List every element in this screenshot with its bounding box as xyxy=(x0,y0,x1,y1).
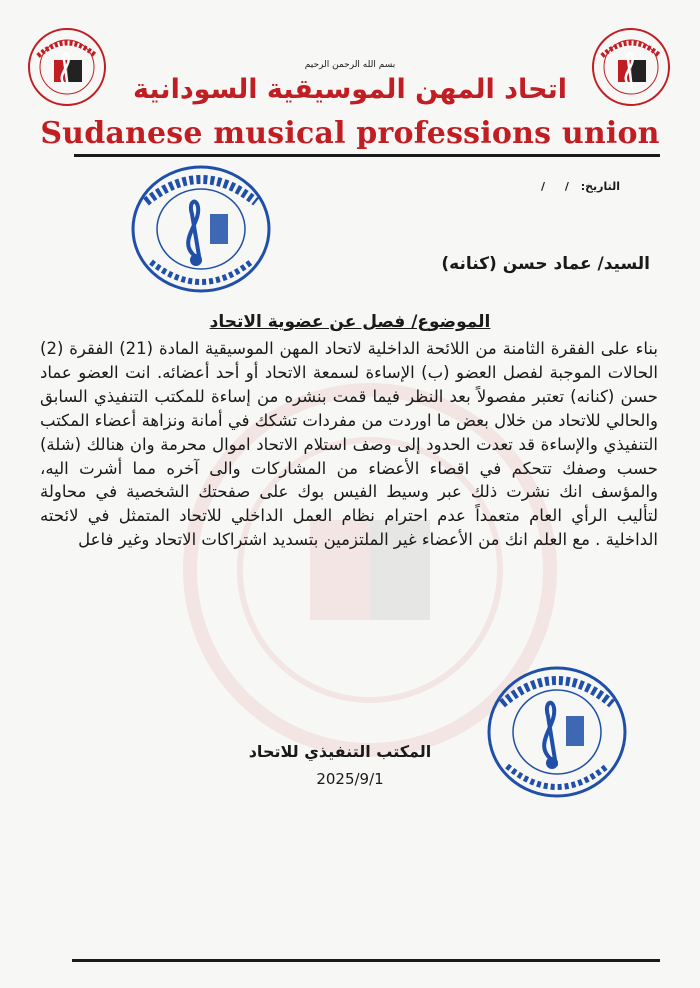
footer-divider xyxy=(72,959,660,962)
basmala: بسم الله الرحمن الرحيم xyxy=(304,60,396,70)
date-separator: / xyxy=(540,180,545,193)
addressee: السيد/ عماد حسن (كنانه) xyxy=(441,254,650,274)
stamp-seal-icon xyxy=(482,662,632,802)
signature-org: المكتب التنفيذي للاتحاد xyxy=(248,742,432,761)
date-line xyxy=(500,180,620,193)
letter-body: بناء على الفقرة الثامنة من اللائحة الداخلية لاتحاد المهن الموسيقية المادة (21) الفقرة (2) الحالات الموجبة لفصل العضو (ب) الإساءة لسمعة الاتحاد أو أحد أعضائه. انت العضو عماد حسن (كنانه) تعتبر مفصولاً بعد النظر فيما قمت بنشره من إساءة للمكتب التنفيذي السابق والحالي للاتحاد من خلال بعض ما اوردت من مفردات تشكك في أمانة ونزاهة أعضاء المكتب التنفيذي والإساءة قد تعدت الحدود إلى وصف استلام الاتحاد اموال محرمة وان هنالك (شلة) حسب وصفك تتحكم في اقصاء الأعضاء من المشاركات والى آخره مما أشرت اليه، والمؤسف انك نشرت ذلك عبر وسيط الفيس بوك على صفحتك الشخصية في محاولة لتأليب الرأي العام متعمداً عدم احترام نظام العمل الداخلي للاتحاد المتمثل في لائحته الداخلية . مع العلم انك من الأعضاء غير الملتزمين بتسديد اشتراكات الاتحاد وغير فاعل xyxy=(40,339,658,550)
stamp-seal-icon xyxy=(126,162,276,297)
date-separator: / xyxy=(564,180,569,193)
header-divider xyxy=(74,154,660,157)
date-label: التاريخ: xyxy=(580,180,620,193)
org-title-arabic: اتحاد المهن الموسيقية السودانية xyxy=(133,74,567,105)
signature-date: 2025/9/1 xyxy=(316,770,384,788)
org-title-english: Sudanese musical professions union xyxy=(40,116,660,151)
subject-line: الموضوع/ فصل عن عضوية الاتحاد xyxy=(209,312,491,332)
